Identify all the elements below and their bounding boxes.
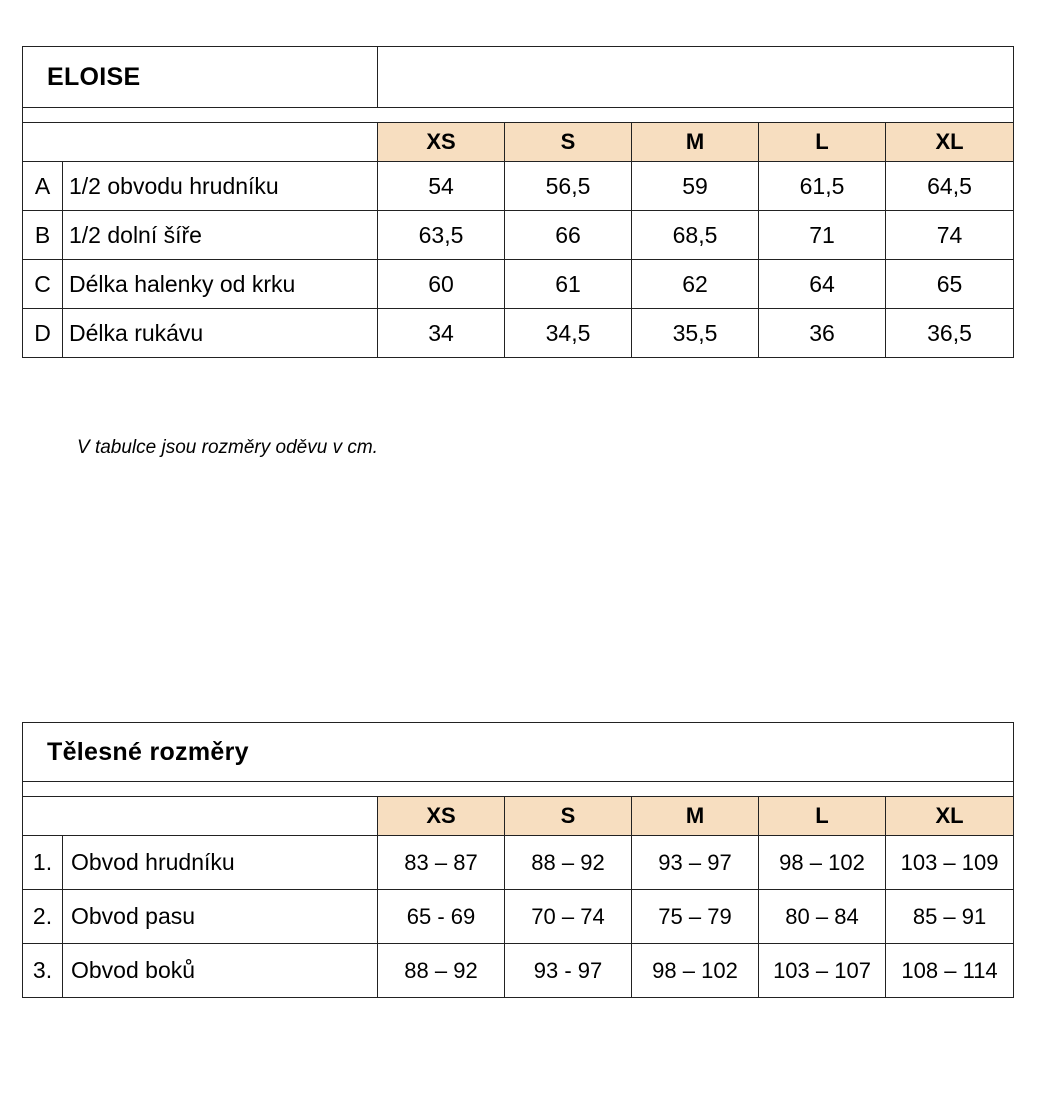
garment-title-blank-cell xyxy=(378,47,1014,108)
measurement-unit-note: V tabulce jsou rozměry oděvu v cm. xyxy=(77,437,378,458)
body-row-1-xl: 103 – 109 xyxy=(886,836,1014,890)
body-row-3-xs: 88 – 92 xyxy=(378,944,505,998)
garment-size-header-xl: XL xyxy=(886,123,1014,162)
garment-size-header-blank xyxy=(23,123,378,162)
garment-row-label-b: 1/2 dolní šíře xyxy=(63,211,378,260)
garment-size-header-l: L xyxy=(759,123,886,162)
garment-row-d-xs: 34 xyxy=(378,309,505,358)
garment-size-header-xs: XS xyxy=(378,123,505,162)
body-size-header-blank xyxy=(23,797,378,836)
garment-row-index-a: A xyxy=(23,162,63,211)
garment-row-d-xl: 36,5 xyxy=(886,309,1014,358)
garment-row-index-d: D xyxy=(23,309,63,358)
table-row xyxy=(23,260,1014,309)
garment-table-spacer-row xyxy=(23,108,1014,123)
body-size-header-row xyxy=(23,797,1014,836)
body-table-title: Tělesné rozměry xyxy=(23,723,1014,782)
body-row-3-s: 93 - 97 xyxy=(505,944,632,998)
body-size-header-xl: XL xyxy=(886,797,1014,836)
body-row-1-s: 88 – 92 xyxy=(505,836,632,890)
body-size-header-xs: XS xyxy=(378,797,505,836)
body-row-2-s: 70 – 74 xyxy=(505,890,632,944)
garment-size-header-row xyxy=(23,123,1014,162)
garment-row-a-xs: 54 xyxy=(378,162,505,211)
garment-row-d-s: 34,5 xyxy=(505,309,632,358)
garment-row-d-l: 36 xyxy=(759,309,886,358)
table-row xyxy=(23,944,1014,998)
garment-row-a-l: 61,5 xyxy=(759,162,886,211)
body-table-title-row xyxy=(23,723,1014,782)
table-row xyxy=(23,309,1014,358)
garment-row-index-c: C xyxy=(23,260,63,309)
body-row-index-2: 2. xyxy=(23,890,63,944)
body-table-spacer-row xyxy=(23,782,1014,797)
body-row-index-3: 3. xyxy=(23,944,63,998)
table-row xyxy=(23,890,1014,944)
body-row-3-xl: 108 – 114 xyxy=(886,944,1014,998)
body-row-2-xl: 85 – 91 xyxy=(886,890,1014,944)
body-spacer-cell xyxy=(23,782,1014,797)
garment-row-c-m: 62 xyxy=(632,260,759,309)
garment-row-b-s: 66 xyxy=(505,211,632,260)
garment-row-c-s: 61 xyxy=(505,260,632,309)
body-row-2-l: 80 – 84 xyxy=(759,890,886,944)
body-row-label-1: Obvod hrudníku xyxy=(63,836,378,890)
garment-row-c-xl: 65 xyxy=(886,260,1014,309)
body-row-3-l: 103 – 107 xyxy=(759,944,886,998)
garment-row-a-xl: 64,5 xyxy=(886,162,1014,211)
table-row xyxy=(23,162,1014,211)
body-row-1-m: 93 – 97 xyxy=(632,836,759,890)
garment-row-label-c: Délka halenky od krku xyxy=(63,260,378,309)
garment-row-d-m: 35,5 xyxy=(632,309,759,358)
garment-table-title: ELOISE xyxy=(23,47,378,108)
table-row xyxy=(23,211,1014,260)
table-row xyxy=(23,836,1014,890)
body-size-header-m: M xyxy=(632,797,759,836)
garment-size-header-m: M xyxy=(632,123,759,162)
body-row-1-xs: 83 – 87 xyxy=(378,836,505,890)
garment-size-header-s: S xyxy=(505,123,632,162)
garment-row-b-xs: 63,5 xyxy=(378,211,505,260)
garment-row-index-b: B xyxy=(23,211,63,260)
body-row-3-m: 98 – 102 xyxy=(632,944,759,998)
garment-row-b-l: 71 xyxy=(759,211,886,260)
body-size-header-s: S xyxy=(505,797,632,836)
garment-row-b-xl: 74 xyxy=(886,211,1014,260)
garment-table-title-row xyxy=(23,47,1014,108)
body-row-2-xs: 65 - 69 xyxy=(378,890,505,944)
body-size-header-l: L xyxy=(759,797,886,836)
body-row-label-3: Obvod boků xyxy=(63,944,378,998)
garment-spacer-cell xyxy=(23,108,1014,123)
body-row-index-1: 1. xyxy=(23,836,63,890)
garment-row-label-a: 1/2 obvodu hrudníku xyxy=(63,162,378,211)
garment-row-a-s: 56,5 xyxy=(505,162,632,211)
garment-row-b-m: 68,5 xyxy=(632,211,759,260)
body-measurements-table xyxy=(22,722,1014,998)
garment-row-a-m: 59 xyxy=(632,162,759,211)
garment-row-c-xs: 60 xyxy=(378,260,505,309)
body-row-2-m: 75 – 79 xyxy=(632,890,759,944)
body-row-1-l: 98 – 102 xyxy=(759,836,886,890)
garment-row-label-d: Délka rukávu xyxy=(63,309,378,358)
garment-row-c-l: 64 xyxy=(759,260,886,309)
garment-measurements-table xyxy=(22,46,1014,358)
body-row-label-2: Obvod pasu xyxy=(63,890,378,944)
